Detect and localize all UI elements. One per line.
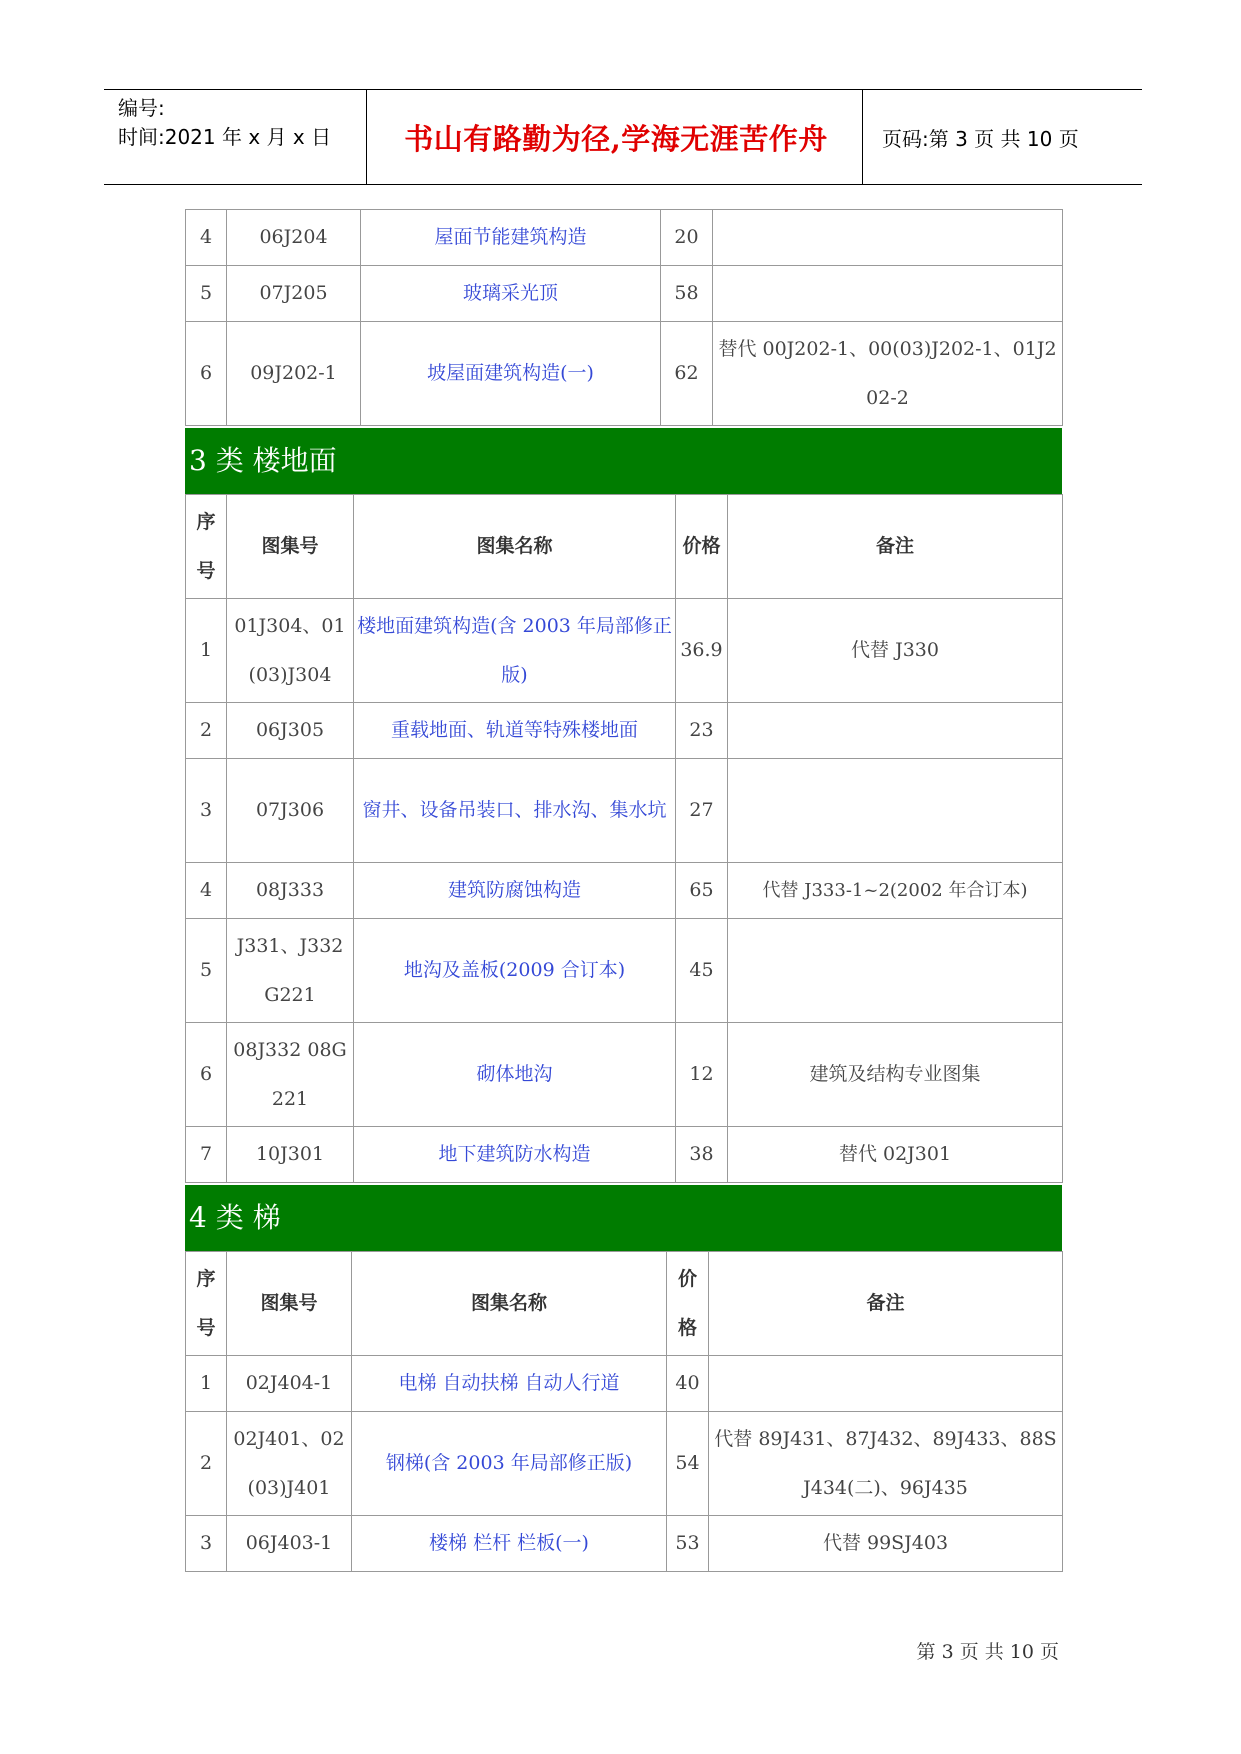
table-row	[186, 322, 1063, 426]
price: 65	[676, 863, 728, 919]
note	[713, 210, 1063, 266]
atlas-code: 06J204	[227, 210, 361, 266]
atlas-code: 06J305	[227, 703, 354, 759]
price: 12	[676, 1023, 728, 1127]
price: 45	[676, 919, 728, 1023]
note: 替代 02J301	[728, 1127, 1063, 1183]
price: 53	[667, 1516, 709, 1572]
row-number: 5	[186, 266, 227, 322]
atlas-name-link[interactable]: 地下建筑防水构造	[354, 1127, 676, 1183]
price: 38	[676, 1127, 728, 1183]
row-number: 3	[186, 759, 227, 863]
document-time-label: 时间:2021 年 x 月 x 日	[118, 125, 332, 149]
row-number: 7	[186, 1127, 227, 1183]
column-header-price: 价格	[676, 495, 728, 599]
table-row	[186, 863, 1063, 919]
price: 36.9	[676, 599, 728, 703]
note	[713, 266, 1063, 322]
note	[728, 919, 1063, 1023]
price: 27	[676, 759, 728, 863]
row-number: 2	[186, 1412, 227, 1516]
atlas-code: 02J401、02(03)J401	[227, 1412, 352, 1516]
table-row	[186, 599, 1063, 703]
atlas-name-link[interactable]: 屋面节能建筑构造	[361, 210, 661, 266]
note	[709, 1356, 1063, 1412]
row-number: 3	[186, 1516, 227, 1572]
column-header-name: 图集名称	[352, 1252, 667, 1356]
atlas-code: 09J202-1	[227, 322, 361, 426]
header-page-number: 页码:第 3 页 共 10 页	[882, 126, 1079, 151]
atlas-code: 08J332 08G221	[227, 1023, 354, 1127]
note: 代替 99SJ403	[709, 1516, 1063, 1572]
atlas-code: J331、J332 G221	[227, 919, 354, 1023]
column-header-number: 序号	[186, 1252, 227, 1356]
header-meta	[118, 94, 331, 152]
price: 62	[661, 322, 713, 426]
atlas-code: 07J205	[227, 266, 361, 322]
table-row	[186, 1023, 1063, 1127]
column-header-note: 备注	[728, 495, 1063, 599]
header-divider	[862, 90, 863, 184]
table-row	[186, 703, 1063, 759]
header-motto: 书山有路勤为径,学海无涯苦作舟	[404, 121, 828, 156]
atlas-code: 01J304、01(03)J304	[227, 599, 354, 703]
table-row	[186, 1356, 1063, 1412]
atlas-name-link[interactable]: 重载地面、轨道等特殊楼地面	[354, 703, 676, 759]
note: 建筑及结构专业图集	[728, 1023, 1063, 1127]
row-number: 1	[186, 599, 227, 703]
row-number: 4	[186, 210, 227, 266]
atlas-name-link[interactable]: 电梯 自动扶梯 自动人行道	[352, 1356, 667, 1412]
row-number: 4	[186, 863, 227, 919]
table-row	[186, 1127, 1063, 1183]
header-divider	[366, 90, 367, 184]
table-header-row	[186, 1252, 1063, 1356]
row-number: 5	[186, 919, 227, 1023]
atlas-code: 06J403-1	[227, 1516, 352, 1572]
atlas-code: 02J404-1	[227, 1356, 352, 1412]
note	[728, 703, 1063, 759]
note: 代替 J330	[728, 599, 1063, 703]
atlas-name-link[interactable]: 建筑防腐蚀构造	[354, 863, 676, 919]
note: 替代 00J202-1、00(03)J202-1、01J202-2	[713, 322, 1063, 426]
atlas-name-link[interactable]: 楼地面建筑构造(含 2003 年局部修正版)	[354, 599, 676, 703]
price: 40	[667, 1356, 709, 1412]
column-header-code: 图集号	[227, 495, 354, 599]
category-heading: 4 类 梯	[185, 1185, 1062, 1251]
category-heading: 3 类 楼地面	[185, 428, 1062, 494]
column-header-name: 图集名称	[354, 495, 676, 599]
table-floors	[185, 494, 1063, 1183]
table-row	[186, 266, 1063, 322]
page-header	[104, 89, 1142, 185]
table-row	[186, 210, 1063, 266]
note	[728, 759, 1063, 863]
atlas-name-link[interactable]: 地沟及盖板(2009 合订本)	[354, 919, 676, 1023]
atlas-code: 08J333	[227, 863, 354, 919]
atlas-code: 07J306	[227, 759, 354, 863]
price: 58	[661, 266, 713, 322]
row-number: 6	[186, 1023, 227, 1127]
table-row	[186, 1516, 1063, 1572]
note: 代替 89J431、87J432、89J433、88SJ434(二)、96J435	[709, 1412, 1063, 1516]
table-row	[186, 1412, 1063, 1516]
column-header-note: 备注	[709, 1252, 1063, 1356]
column-header-code: 图集号	[227, 1252, 352, 1356]
note: 代替 J333-1~2(2002 年合订本)	[728, 863, 1063, 919]
table-stairs	[185, 1251, 1063, 1572]
row-number: 6	[186, 322, 227, 426]
column-header-price: 价格	[667, 1252, 709, 1356]
atlas-name-link[interactable]: 钢梯(含 2003 年局部修正版)	[352, 1412, 667, 1516]
price: 23	[676, 703, 728, 759]
table-row	[186, 759, 1063, 863]
atlas-code: 10J301	[227, 1127, 354, 1183]
atlas-name-link[interactable]: 玻璃采光顶	[361, 266, 661, 322]
atlas-name-link[interactable]: 砌体地沟	[354, 1023, 676, 1127]
atlas-name-link[interactable]: 窗井、设备吊装口、排水沟、集水坑	[354, 759, 676, 863]
document-number-label: 编号:	[118, 96, 165, 120]
price: 20	[661, 210, 713, 266]
table-row	[186, 919, 1063, 1023]
table-continued	[185, 209, 1063, 426]
column-header-number: 序号	[186, 495, 227, 599]
row-number: 1	[186, 1356, 227, 1412]
atlas-name-link[interactable]: 坡屋面建筑构造(一)	[361, 322, 661, 426]
atlas-name-link[interactable]: 楼梯 栏杆 栏板(一)	[352, 1516, 667, 1572]
table-header-row	[186, 495, 1063, 599]
price: 54	[667, 1412, 709, 1516]
footer-page-number: 第 3 页 共 10 页	[916, 1641, 1059, 1663]
row-number: 2	[186, 703, 227, 759]
